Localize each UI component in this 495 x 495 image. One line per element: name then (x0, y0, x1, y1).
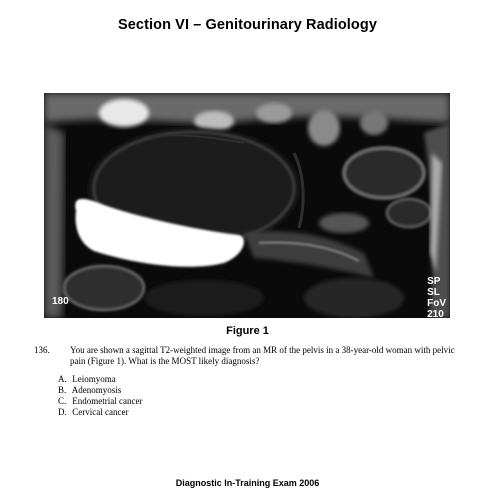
figure-caption: Figure 1 (226, 325, 269, 337)
option-text: Cervical cancer (72, 407, 129, 417)
option-text: Endometrial cancer (72, 396, 143, 406)
option-text: Leiomyoma (72, 374, 116, 384)
mr-image (44, 93, 450, 318)
answer-option-b (58, 385, 142, 396)
mr-overlay-fov: FoV (427, 298, 446, 309)
mr-overlay-right (427, 276, 446, 318)
mr-overlay-sp: SP (427, 276, 441, 287)
option-letter: C. (58, 396, 67, 406)
question-number: 136. (34, 345, 50, 355)
answer-option-c (58, 396, 142, 407)
question (34, 345, 464, 366)
mr-image-graphic (44, 93, 450, 318)
page-footer: Diagnostic In-Training Exam 2006 (175, 478, 320, 488)
option-text: Adenomyosis (71, 385, 122, 395)
option-letter: A. (58, 374, 67, 384)
mr-overlay-sl: SL (427, 287, 440, 298)
option-letter: B. (58, 385, 67, 395)
mr-overlay-left: 180 (52, 296, 69, 307)
answer-options (58, 374, 142, 418)
answer-option-d (58, 407, 142, 418)
page-title: Section VI – Genitourinary Radiology (117, 17, 377, 33)
answer-option-a (58, 374, 142, 385)
option-letter: D. (58, 407, 67, 417)
mr-overlay-fov-value: 210 (427, 309, 444, 318)
question-text: You are shown a sagittal T2-weighted image from an MR of the pelvis in a 38-year-old woman with pelvic pain (Figure 1). What is the MOST likely diagnosis? (70, 345, 455, 366)
